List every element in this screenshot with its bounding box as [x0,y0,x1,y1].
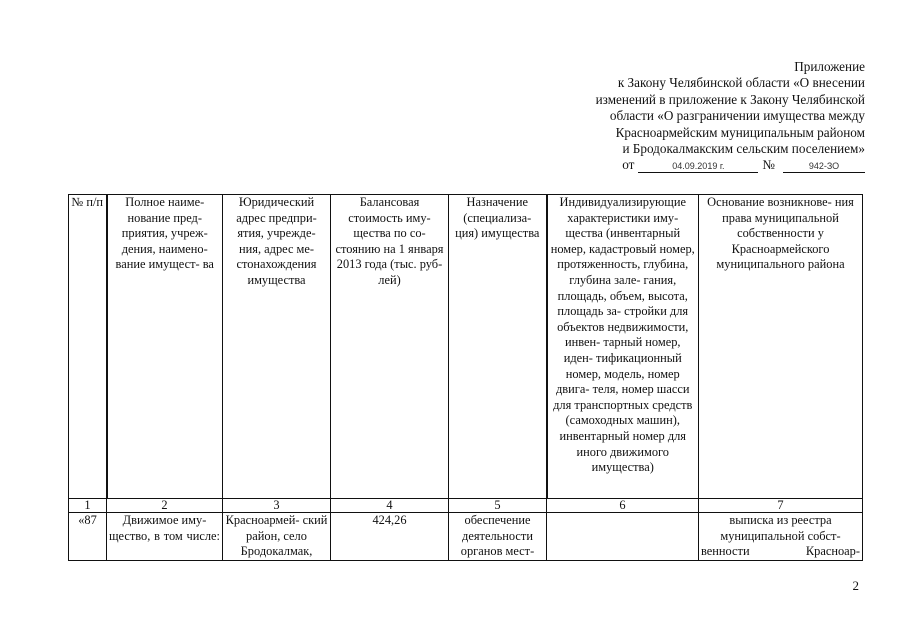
column-number: 5 [449,499,547,513]
number-value: 942-ЗО [783,161,865,173]
number-prefix: № [762,157,775,173]
row-characteristics [547,513,699,561]
table-header-row [69,195,863,499]
header-address: Юридический адрес предпри- ятия, учрежде- ния, адрес ме- стонахождения имущества [223,195,331,499]
row-address: Красноармей- ский район, село Бродокалмак, [223,513,331,561]
row-balance-value: 424,26 [331,513,449,561]
row-name: Движимое иму- щество, в том числе: [107,513,223,561]
property-table [68,194,863,561]
annex-line: изменений в приложение к Закону Челябинской [595,91,865,107]
annex-line: области «О разграничении имущества между [609,108,865,124]
annex-line: Красноармейским муниципальным районом [615,124,865,140]
page-number: 2 [852,578,859,593]
column-number: 6 [547,499,699,513]
table-row [69,513,863,561]
annex-line: к Закону Челябинской области «О внесении [617,75,865,91]
row-number: «87 [69,513,107,561]
column-number: 1 [69,499,107,513]
date-prefix: от [622,157,635,173]
column-number-row [69,499,863,513]
column-number: 7 [699,499,863,513]
header-characteristics: Индивидуализирующие характеристики иму- щества (инвентарный номер, кадастровый номер, протяженность, глубина, глубина зале- гания, площадь, объем, высота, площадь за- стройки для объектов недвижимости, инвен- тарный номер, иден- тификационный номер, модель, номер двига- теля, номер шасси для транспортных средств (самоходных машин), инвентарный номер для иного движимого имущества) [547,195,699,499]
row-purpose: обеспечение деятельности органов мест- [449,513,547,561]
column-number: 4 [331,499,449,513]
header-name: Полное наиме- нование пред- приятия, учреж- дения, наимено- вание имущест- ва [107,195,223,499]
column-number: 3 [223,499,331,513]
row-ownership-basis: выписка из реестра муниципальной собст- венности Красноар- [699,513,863,561]
annex-header [596,59,865,174]
date-number-line [596,157,865,173]
header-ownership-basis: Основание возникнове- ния права муниципальной собственности у Красноармейского муниципального района [699,195,863,499]
annex-title: Приложение [794,59,865,74]
header-purpose: Назначение (специализа- ция) имущества [449,195,547,499]
date-value: 04.09.2019 г. [638,161,758,173]
column-number: 2 [107,499,223,513]
header-balance-value: Балансовая стоимость иму- щества по со- стоянию на 1 января 2013 года (тыс. руб- лей) [331,195,449,499]
annex-line: и Бродокалмакским сельским поселением» [622,141,865,157]
header-number: № п/п [69,195,107,499]
